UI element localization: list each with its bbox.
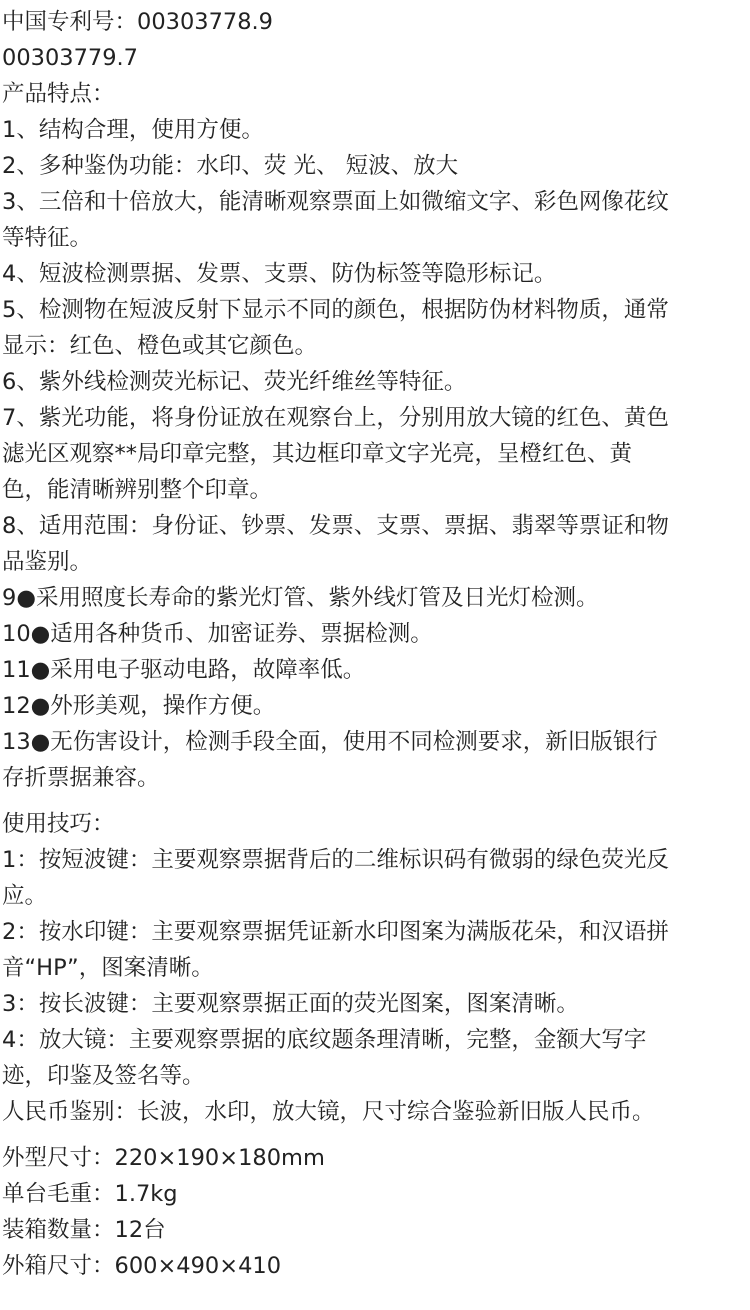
patent-section [2,4,744,76]
feature-line: 显示：红色、橙色或其它颜色。 [2,333,318,359]
feature-line: 5、检测物在短波反射下显示不同的颜色，根据防伪材料物质，通常 [2,297,669,323]
feature-line: 2、多种鉴伪功能：水印、荧 光、 短波、放大 [2,153,459,179]
tips-section [2,806,744,1130]
tip-line: 应。 [2,883,48,909]
feature-line: 6、紫外线检测荧光标记、荧光纤维丝等特征。 [2,369,467,395]
tip-line: 人民币鉴别：长波，水印，放大镜，尺寸综合鉴验新旧版人民币。 [2,1099,655,1125]
tip-line: 迹，印鉴及签名等。 [2,1063,205,1089]
feature-line: 等特征。 [2,225,93,251]
feature-line: 品鉴别。 [2,549,93,575]
feature-line: 滤光区观察**局印章完整，其边框印章文字光亮，呈橙红色、黄 [2,441,633,467]
features-heading: 产品特点： [2,81,115,107]
feature-line: 13●无伤害设计，检测手段全面，使用不同检测要求，新旧版银行 [2,729,658,755]
patent-number-line-2: 00303779.7 [2,45,138,71]
features-section [2,76,744,796]
section-gap [2,796,744,806]
spec-packing-quantity: 装箱数量：12台 [2,1217,166,1243]
tips-heading: 使用技巧： [2,811,115,837]
feature-line: 11●采用电子驱动电路，故障率低。 [2,657,366,683]
feature-line: 3、三倍和十倍放大，能清晰观察票面上如微缩文字、彩色网像花纹 [2,189,669,215]
tip-line: 3：按长波键：主要观察票据正面的荧光图案，图案清晰。 [2,991,579,1017]
feature-line: 8、适用范围：身份证、钞票、发票、支票、票据、翡翠等票证和物 [2,513,669,539]
spec-weight: 单台毛重：1.7kg [2,1181,178,1207]
tip-line: 4：放大镜：主要观察票据的底纹题条理清晰，完整，金额大写字 [2,1027,647,1053]
feature-line: 12●外形美观，操作方便。 [2,693,276,719]
feature-line: 存折票据兼容。 [2,765,160,791]
feature-line: 色，能清晰辨别整个印章。 [2,477,273,503]
feature-line: 7、紫光功能，将身份证放在观察台上，分别用放大镜的红色、黄色 [2,405,669,431]
feature-line: 4、短波检测票据、发票、支票、防伪标签等隐形标记。 [2,261,557,287]
spec-dimensions: 外型尺寸：220×190×180mm [2,1145,325,1171]
feature-line: 9●采用照度长寿命的紫光灯管、紫外线灯管及日光灯检测。 [2,585,599,611]
patent-number-line-1: 中国专利号：00303778.9 [2,9,273,35]
spec-carton-size: 外箱尺寸：600×490×410 [2,1253,282,1279]
tip-line: 音“HP”，图案清晰。 [2,955,214,981]
feature-line: 1、结构合理，使用方便。 [2,117,264,143]
specs-section [2,1140,744,1284]
tip-line: 1：按短波键：主要观察票据背后的二维标识码有微弱的绿色荧光反 [2,847,669,873]
tip-line: 2：按水印键：主要观察票据凭证新水印图案为满版花朵，和汉语拼 [2,919,669,945]
feature-line: 10●适用各种货币、加密证券、票据检测。 [2,621,433,647]
section-gap [2,1130,744,1140]
